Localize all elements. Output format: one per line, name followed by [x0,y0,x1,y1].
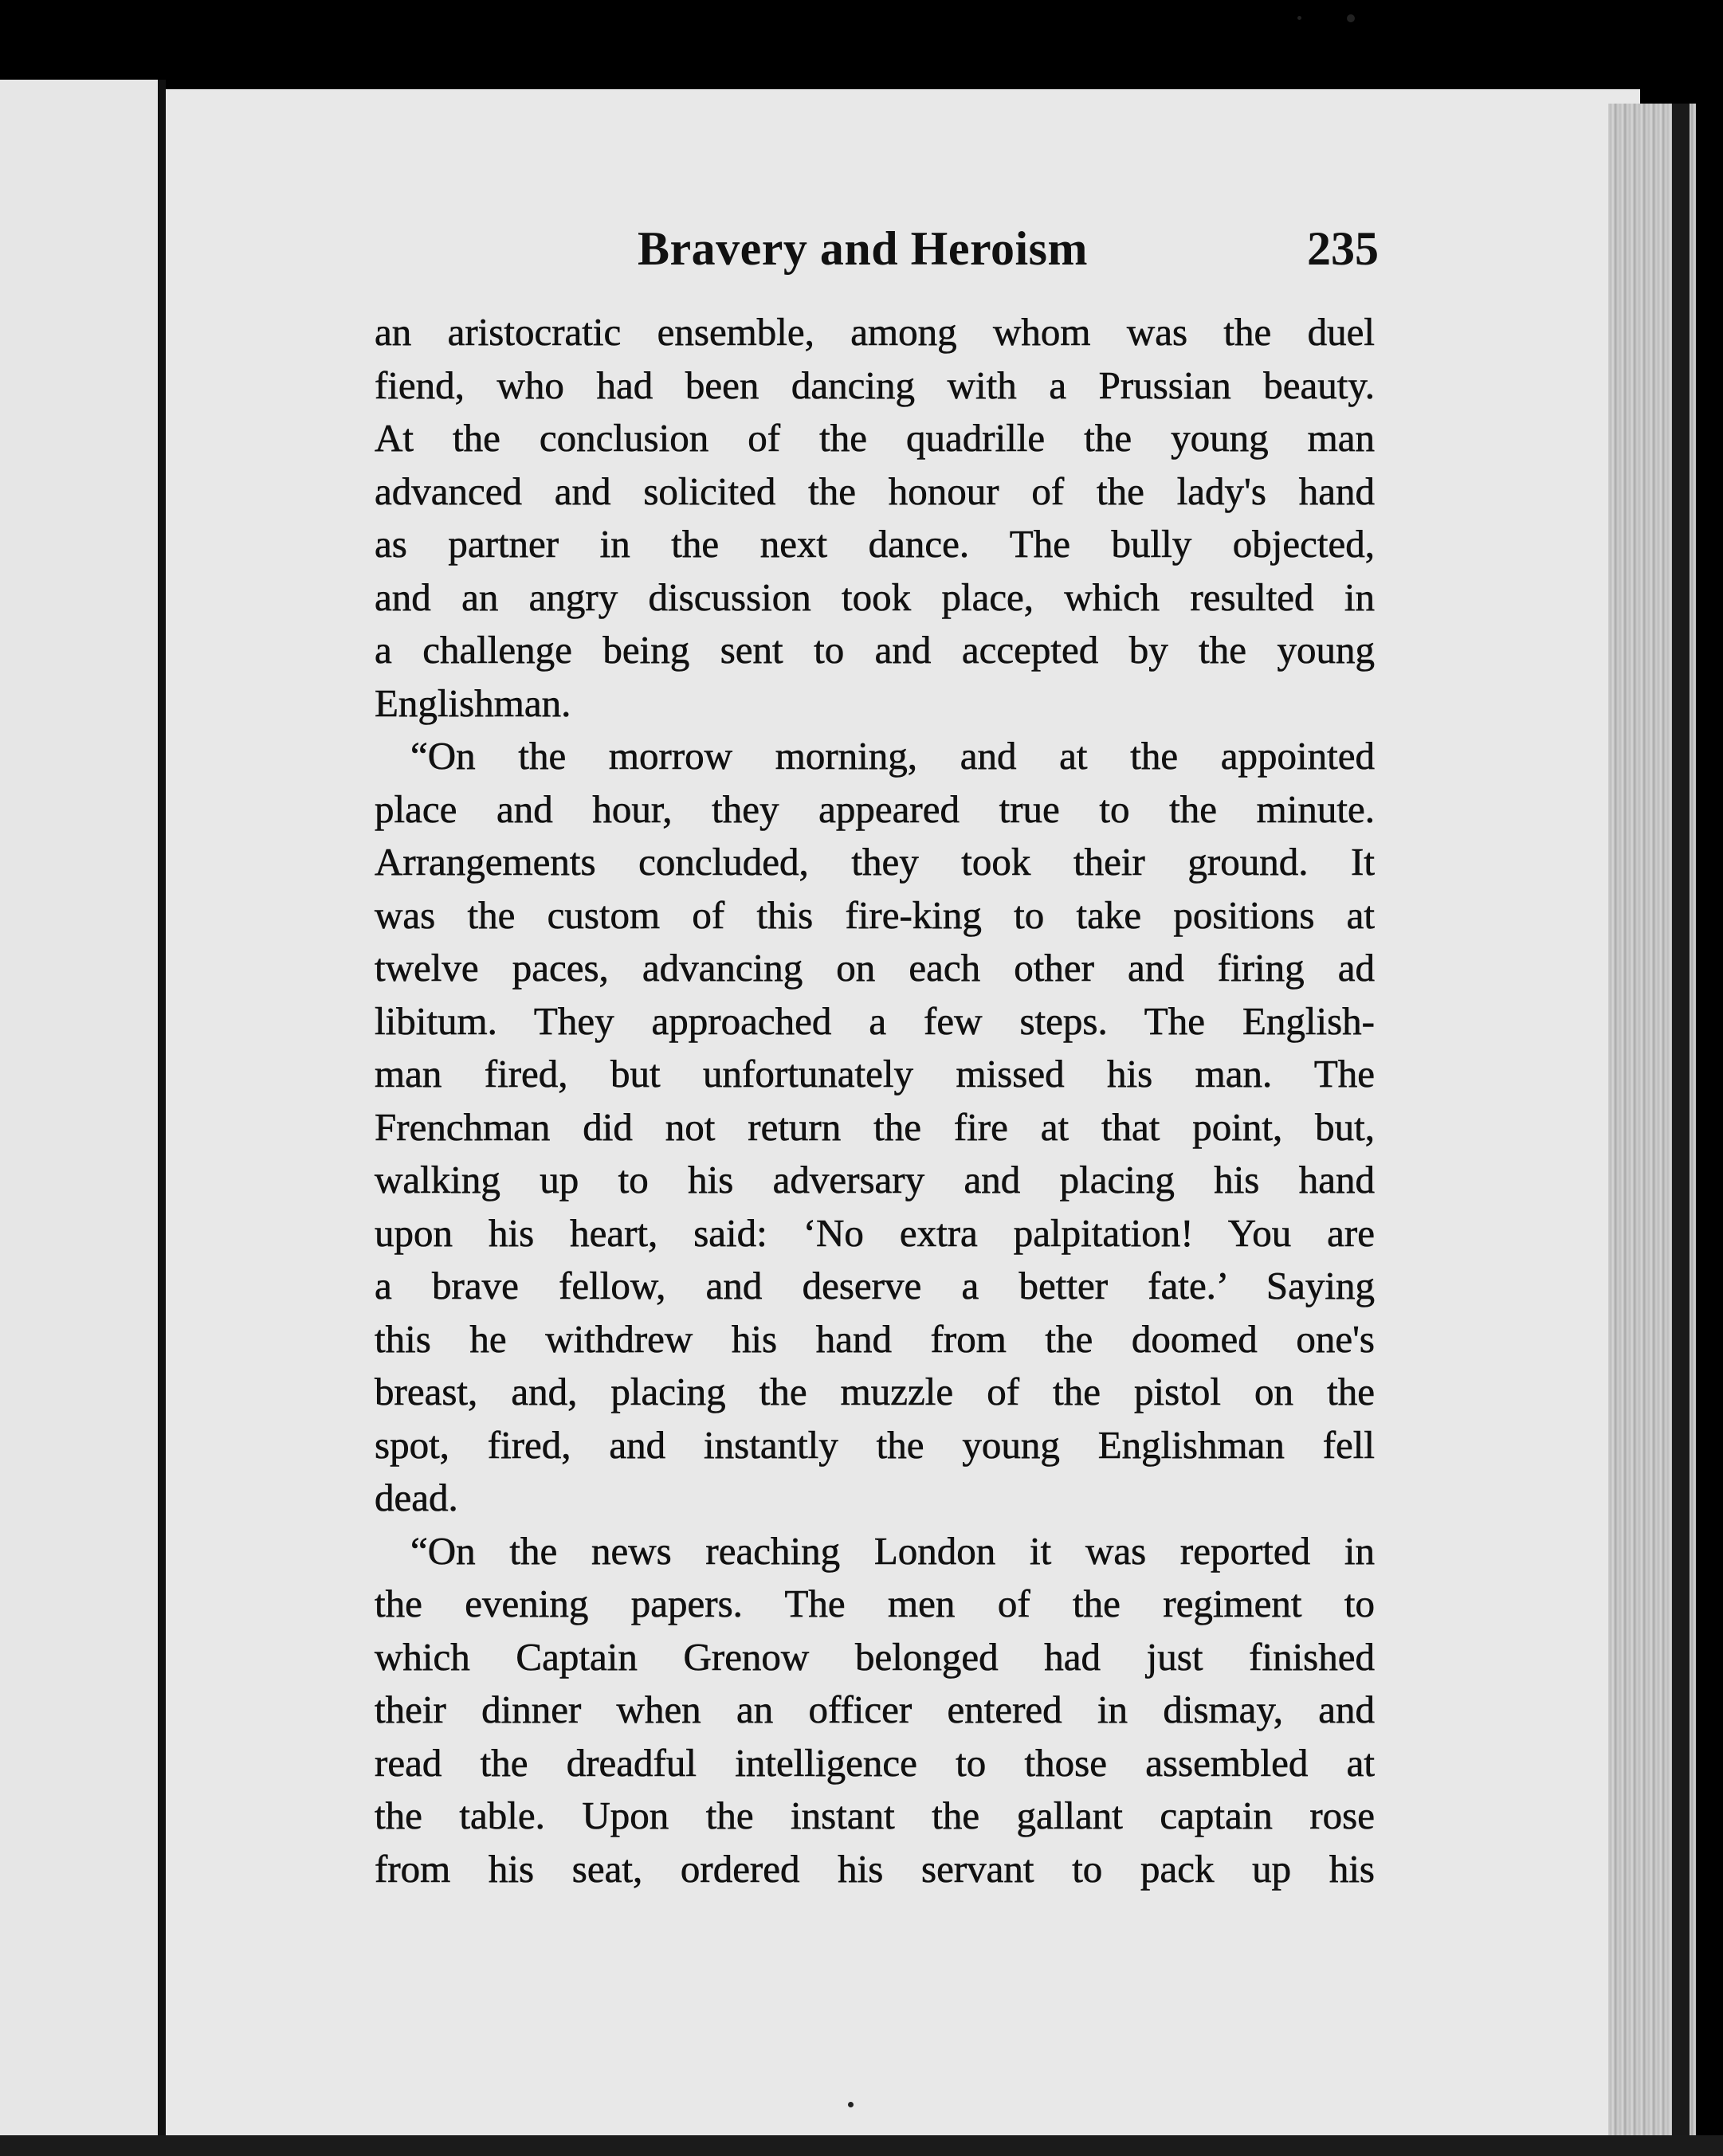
text-line: a brave fellow, and deserve a better fate.’ Saying [375,1264,1375,1307]
text-line: a challenge being sent to and accepted by the young [375,628,1375,672]
text-line: breast, and, placing the muzzle of the pistol on the [375,1370,1375,1413]
text-line: read the dreadful intelligence to those assembled at [375,1740,1375,1785]
text-line: from his seat, ordered his servant to pack up his [375,1846,1375,1891]
text-line: Arrangements concluded, they took their ground. It [375,840,1375,884]
text-line: “On the news reaching London it was reported in [410,1528,1375,1573]
text-line: and an angry discussion took place, which resulted in [375,574,1375,619]
text-line: this he withdrew his hand from the doomed one's [375,1316,1375,1361]
text-line: upon his heart, said: ‘No extra palpitation! You are [375,1210,1375,1255]
scan-bottom-border [0,2135,1723,2156]
text-line: was the custom of this fire-king to take positions at [375,892,1375,937]
text-line: an aristocratic ensemble, among whom was the duel [375,310,1375,354]
book-gutter [158,80,166,2156]
page-number: 235 [1307,222,1379,275]
text-line: which Captain Grenow belonged had just finished [375,1634,1375,1679]
text-line: the table. Upon the instant the gallant captain rose [375,1793,1375,1837]
running-title: Bravery and Heroism [638,222,1088,275]
text-line: libitum. They approached a few steps. The English- [375,998,1375,1043]
text-line: man fired, but unfortunately missed his man. The [375,1052,1375,1096]
text-line: walking up to his adversary and placing his hand [375,1158,1375,1201]
text-line: dead. [375,1476,458,1519]
text-line: the evening papers. The men of the regiment to [375,1582,1375,1625]
text-line: Englishman. [375,680,571,725]
scan-speck [1347,14,1355,22]
text-line: place and hour, they appeared true to the minute. [375,786,1375,831]
scan-speck [848,2102,854,2107]
text-line: Frenchman did not return the fire at that point, but, [375,1104,1375,1149]
text-line: their dinner when an officer entered in dismay, and [375,1688,1375,1731]
text-line: spot, fired, and instantly the young Englishman fell [375,1422,1375,1467]
text-line: twelve paces, advancing on each other and firing ad [375,946,1375,990]
scan-speck [1297,16,1301,20]
page-stack-shadow [1672,104,1690,2156]
text-line: as partner in the next dance. The bully objected, [375,522,1375,566]
text-line: “On the morrow morning, and at the appointed [410,734,1375,778]
running-header [375,221,1379,295]
page-body-text [375,306,1375,1895]
text-line: fiend, who had been dancing with a Prussian beauty. [375,363,1375,407]
text-line: At the conclusion of the quadrille the young man [375,416,1375,460]
text-line: advanced and solicited the honour of the lady's hand [375,468,1375,513]
facing-page-edge [0,80,159,2156]
